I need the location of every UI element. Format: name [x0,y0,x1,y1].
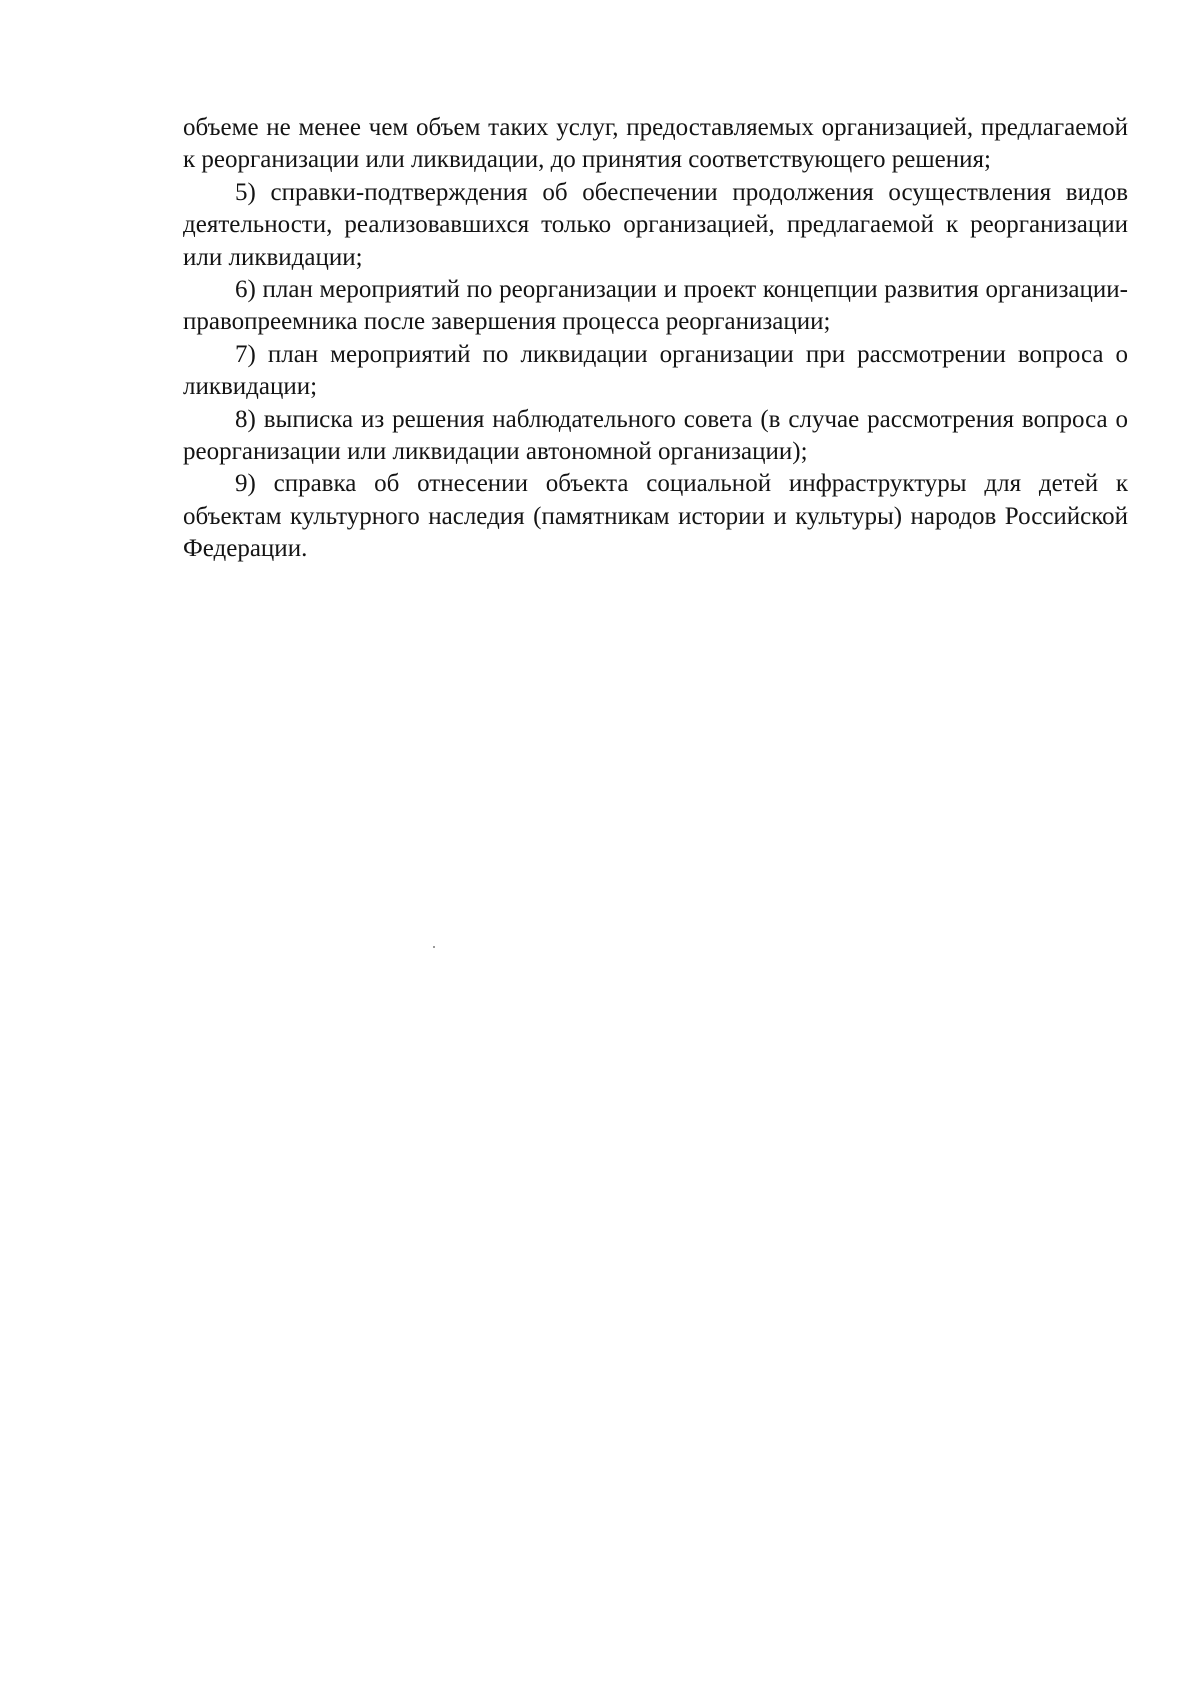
paragraph-item-8: 8) выписка из решения наблюдательного совета (в случае рассмотрения вопроса о реорганизации или ликвидации автономной организации); [183,405,1128,466]
paragraph-item-9: 9) справка об отнесении объекта социальной инфраструктуры для детей к объектам культурного наследия (памятникам истории и культуры) народов Российской Федерации. [183,470,1128,563]
paragraph-item-7: 7) план мероприятий по ликвидации организации при рассмотрении вопроса о ликвидации; [183,340,1128,401]
paragraph-continuation: объеме не менее чем объем таких услуг, предоставляемых организацией, предлагаемой к реорганизации или ликвидации, до принятия соответствующего решения; [183,114,1128,174]
scan-speck [433,946,435,948]
document-body [183,112,1128,566]
paragraph-item-6: 6) план мероприятий по реорганизации и проект концепции развития организации-правопреемника после завершения процесса реорганизации; [183,276,1128,336]
paragraph-item-5: 5) справки-подтверждения об обеспечении продолжения осуществления видов деятельности, реализовавшихся только организацией, предлагаемой к реорганизации или ликвидации; [183,178,1128,271]
